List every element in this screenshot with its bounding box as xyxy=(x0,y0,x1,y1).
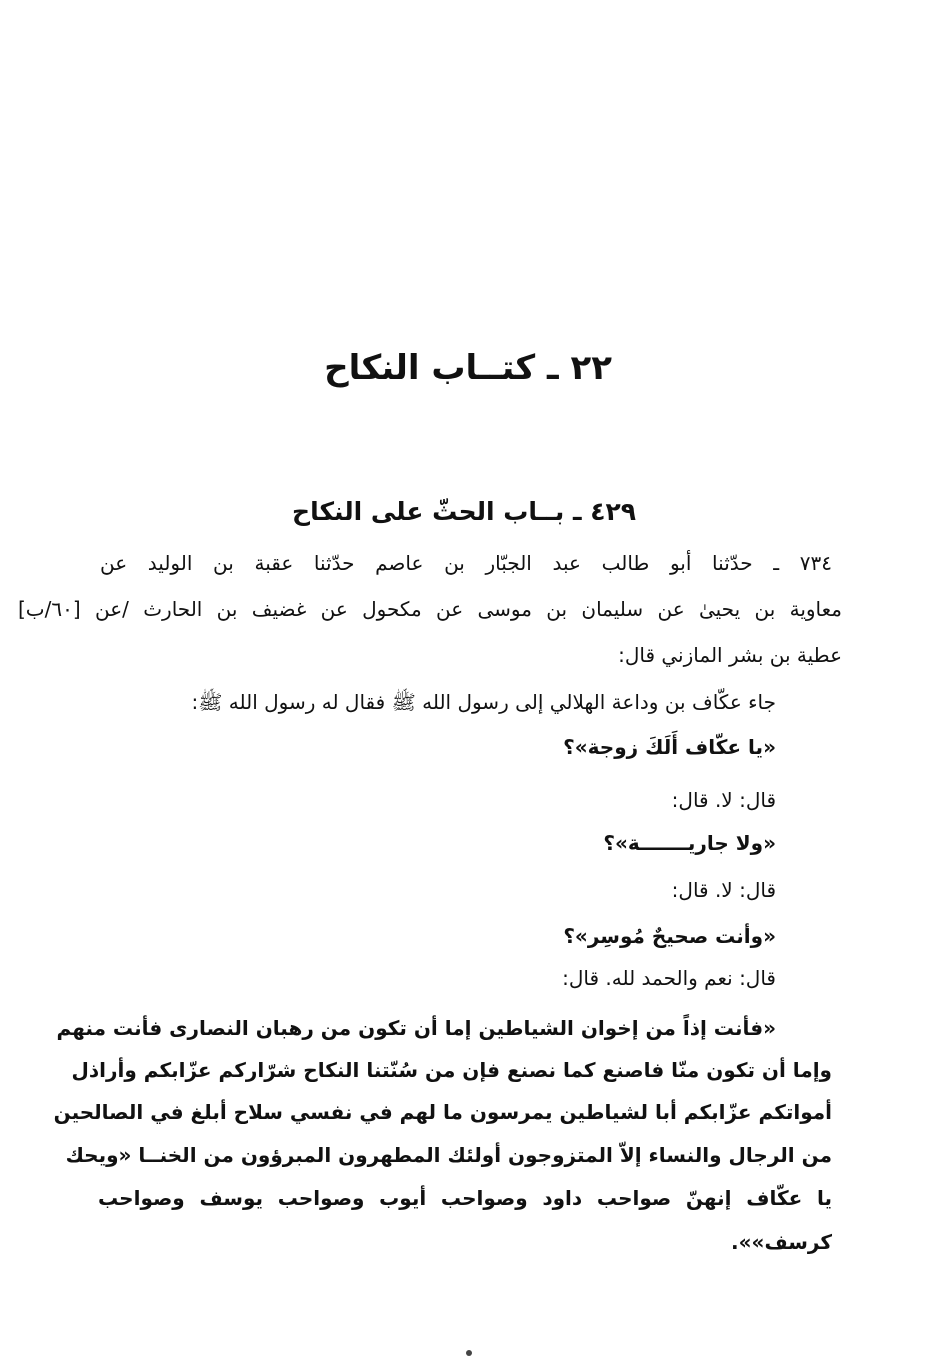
section-title: ٤٢٩ ـ بــاب الحثّ على النكاح xyxy=(292,497,636,526)
dialog-line-5: قال: لا. قال: xyxy=(671,878,776,902)
speech-line-3: أمواتكم عزّابكم أبا لشياطين يمرسون ما لهم في نفسي سلاح أبلغ في الصالحين xyxy=(53,1100,832,1124)
chapter-title: ٢٢ ـ كتــاب النكاح xyxy=(324,348,612,388)
isnad-line-3: عطية بن بشر المازني قال: xyxy=(618,643,842,667)
speech-line-1: «فأنت إذاً من إخوان الشياطين إما أن تكون من رهبان النصارى فأنت منهم xyxy=(56,1016,776,1040)
page-speck xyxy=(466,1350,472,1356)
dialog-line-1: جاء عكّاف بن وداعة الهلالي إلى رسول الله ﷺ فقال له رسول الله ﷺ: xyxy=(191,690,776,714)
dialog-line-7: قال: نعم والحمد لله. قال: xyxy=(562,966,776,990)
dialog-line-4: «ولا جاريـــــــة»؟ xyxy=(603,831,776,855)
isnad-line-1: ٧٣٤ ـ حدّثنا أبو طالب عبد الجبّار بن عاصم حدّثنا عقبة بن الوليد عن xyxy=(100,551,832,575)
dialog-line-3: قال: لا. قال: xyxy=(671,788,776,812)
dialog-line-6: «وأنت صحيحٌ مُوسِر»؟ xyxy=(563,924,776,948)
isnad-line-2: معاوية بن يحيىٰ عن سليمان بن موسى عن مكحول عن غضيف بن الحارث /عن [٦٠/ب] xyxy=(18,597,842,621)
speech-line-5: يا عكّاف إنهنّ صواحب داود وصواحب أيوب وصواحب يوسف وصواحب xyxy=(98,1186,832,1210)
speech-line-2: وإما أن تكون منّا فاصنع كما نصنع فإن من سُنّتنا النكاح شرّاركم عزّابكم وأراذل xyxy=(71,1058,832,1082)
speech-line-4: من الرجال والنساء إلاّ المتزوجون أولئك المطهرون المبرؤون من الخنــا «ويحك xyxy=(65,1143,832,1167)
speech-line-6: كرسف»». xyxy=(731,1230,832,1254)
dialog-line-2: «يا عكّاف أَلَكَ زوجة»؟ xyxy=(563,735,776,759)
